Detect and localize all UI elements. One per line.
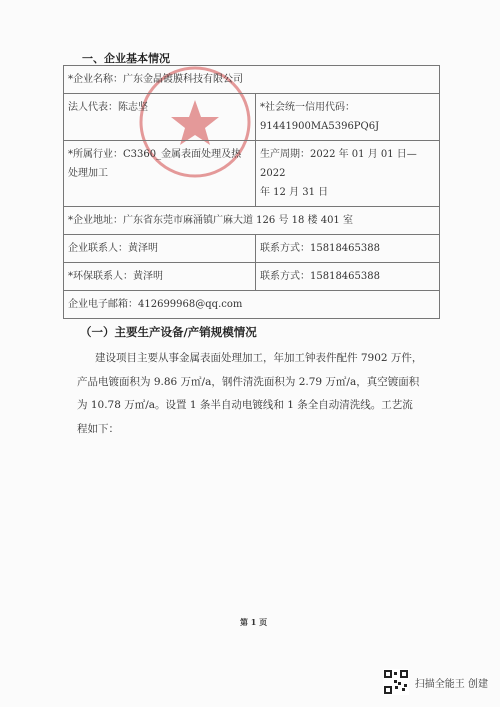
env-contact-cell: *环保联系人：黄泽明: [64, 263, 256, 291]
industry-line2: 处理加工: [68, 168, 108, 179]
sub-title: （一）主要生产设备/产销规模情况: [80, 325, 257, 339]
body-paragraph: 建设项目主要从事金属表面处理加工，年加工钟表件配件 7902 万件，产品电镀面积为 9.86 万㎡/a，钢件清洗面积为 2.79 万㎡/a，真空镀面积为 10.78 万㎡/a。设置 1 条半自动电镀线和 1 条全自动清洗线。工艺流程如下：: [77, 352, 423, 435]
scanner-watermark: [383, 669, 488, 695]
qr-code-icon: [383, 669, 409, 695]
industry-cell: [64, 141, 256, 207]
period-line1: 生产周期：2022 年 01 月 01 日—2022: [260, 149, 417, 179]
watermark-text: 扫描全能王 创建: [414, 678, 488, 690]
credit-code-value: 91441900MA5396PQ6J: [260, 121, 380, 132]
credit-code-cell: [256, 94, 440, 141]
contact-phone-cell: 联系方式：15818465388: [256, 235, 440, 263]
email-cell: 企业电子邮箱：412699968@qq.com: [64, 291, 440, 319]
company-name-cell: *企业名称：广东金晶镀膜科技有限公司: [64, 66, 440, 94]
period-cell: [256, 141, 440, 207]
period-line2: 年 12 月 31 日: [260, 187, 329, 198]
page-number: 第 1 页: [240, 617, 268, 627]
company-info-table: [63, 65, 440, 319]
legal-rep-cell: 法人代表：陈志坚: [64, 94, 256, 141]
section-title: 一、企业基本情况: [82, 52, 170, 65]
address-cell: *企业地址：广东省东莞市麻涌镇广麻大道 126 号 18 楼 401 室: [64, 207, 440, 235]
credit-code-label: *社会统一信用代码：: [260, 102, 355, 113]
contact-person-cell: 企业联系人：黄泽明: [64, 235, 256, 263]
env-phone-cell: 联系方式：15818465388: [256, 263, 440, 291]
industry-line1: *所属行业：C3360_金属表面处理及热: [68, 149, 242, 160]
